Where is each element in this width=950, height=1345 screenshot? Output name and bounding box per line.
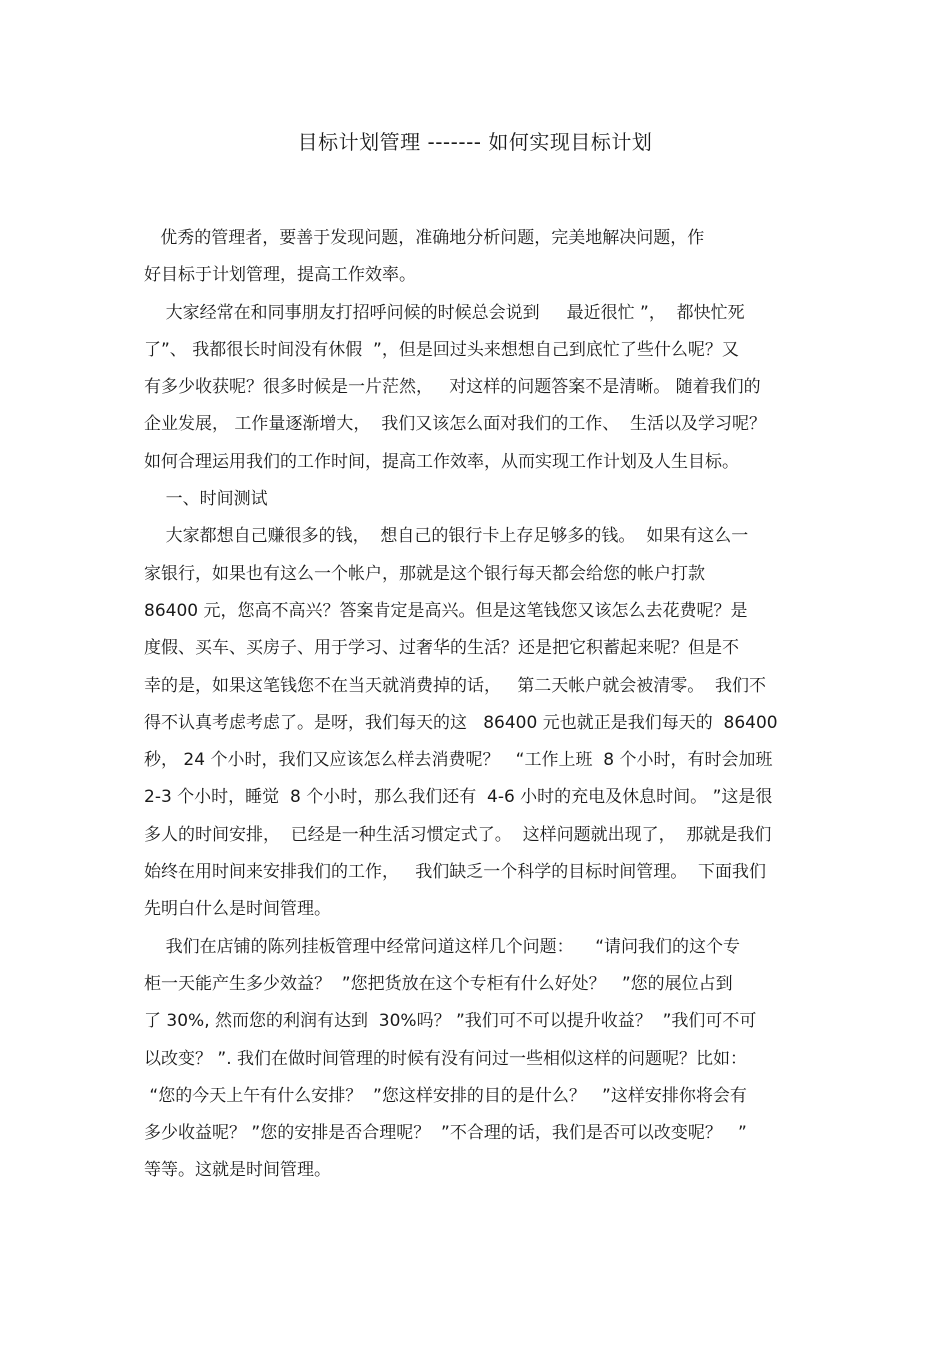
body-line: 了 30%, 然而您的利润有达到 30%吗？ ”我们可不可以提升收益？ ”我们可不可 xyxy=(144,1011,757,1032)
body-line: 秒， 24 个小时，我们又应该怎么样去消费呢？ “工作上班 8 个小时，有时会加班 xyxy=(144,750,773,771)
body-line: “您的今天上午有什么安排？ ”您这样安排的目的是什么？ ”这样安排你将会有 xyxy=(144,1085,747,1106)
body-line: 幸的是，如果这笔钱您不在当天就消费掉的话， 第二天帐户就会被清零。 我们不 xyxy=(144,675,767,696)
body-line: 先明白什么是时间管理。 xyxy=(144,899,331,920)
body-line: 家银行，如果也有这么一个帐户，那就是这个银行每天都会给您的帐户打款 xyxy=(144,563,705,584)
section-heading: 一、时间测试 xyxy=(144,489,268,510)
body-line: 了”、 我都很长时间没有休假 ”，但是回过头来想想自己到底忙了些什么呢？又 xyxy=(144,339,739,360)
body-line: 始终在用时间来安排我们的工作， 我们缺乏一个科学的目标时间管理。 下面我们 xyxy=(144,862,767,883)
body-line: 度假、买车、买房子、用于学习、过奢华的生活？还是把它积蓄起来呢？但是不 xyxy=(144,638,739,659)
body-line: 好目标于计划管理，提高工作效率。 xyxy=(144,265,416,286)
body-line: 多人的时间安排， 已经是一种生活习惯定式了。 这样问题就出现了， 那就是我们 xyxy=(144,824,772,845)
body-line: 有多少收获呢？很多时候是一片茫然， 对这样的问题答案不是清晰。 随着我们的 xyxy=(144,377,761,398)
body-line: 大家都想自己赚很多的钱， 想自己的银行卡上存足够多的钱。 如果有这么一 xyxy=(144,526,749,547)
document-body xyxy=(144,220,816,1190)
body-line: 多少收益呢？ ”您的安排是否合理呢？ ”不合理的话，我们是否可以改变呢？ ” xyxy=(144,1123,747,1144)
body-line: 2-3 个小时，睡觉 8 个小时，那么我们还有 4-6 小时的充电及休息时间。 ”这是很 xyxy=(144,787,773,808)
body-line: 以改变？ ”. 我们在做时间管理的时候有没有问过一些相似这样的问题呢？比如： xyxy=(144,1048,748,1069)
body-line: 86400 元，您高不高兴？答案肯定是高兴。但是这笔钱您又该怎么去花费呢？是 xyxy=(144,600,748,621)
body-line: 等等。这就是时间管理。 xyxy=(144,1160,331,1181)
body-line: 企业发展， 工作量逐渐增大， 我们又该怎么面对我们的工作、 生活以及学习呢？ xyxy=(144,414,767,435)
body-line: 得不认真考虑考虑了。是呀，我们每天的这 86400 元也就正是我们每天的 86400 xyxy=(144,712,778,733)
body-line: 如何合理运用我们的工作时间，提高工作效率，从而实现工作计划及人生目标。 xyxy=(144,451,739,472)
body-line: 我们在店铺的陈列挂板管理中经常问道这样几个问题： “请问我们的这个专 xyxy=(144,936,741,957)
body-line: 柜一天能产生多少效益？ ”您把货放在这个专柜有什么好处？ ”您的展位占到 xyxy=(144,973,733,994)
body-line: 优秀的管理者，要善于发现问题，准确地分析问题，完美地解决问题，作 xyxy=(144,228,705,248)
body-line: 大家经常在和同事朋友打招呼问候的时候总会说到 最近很忙 ”， 都快忙死 xyxy=(144,302,745,323)
document-title: 目标计划管理 ------- 如何实现目标计划 xyxy=(297,130,653,154)
